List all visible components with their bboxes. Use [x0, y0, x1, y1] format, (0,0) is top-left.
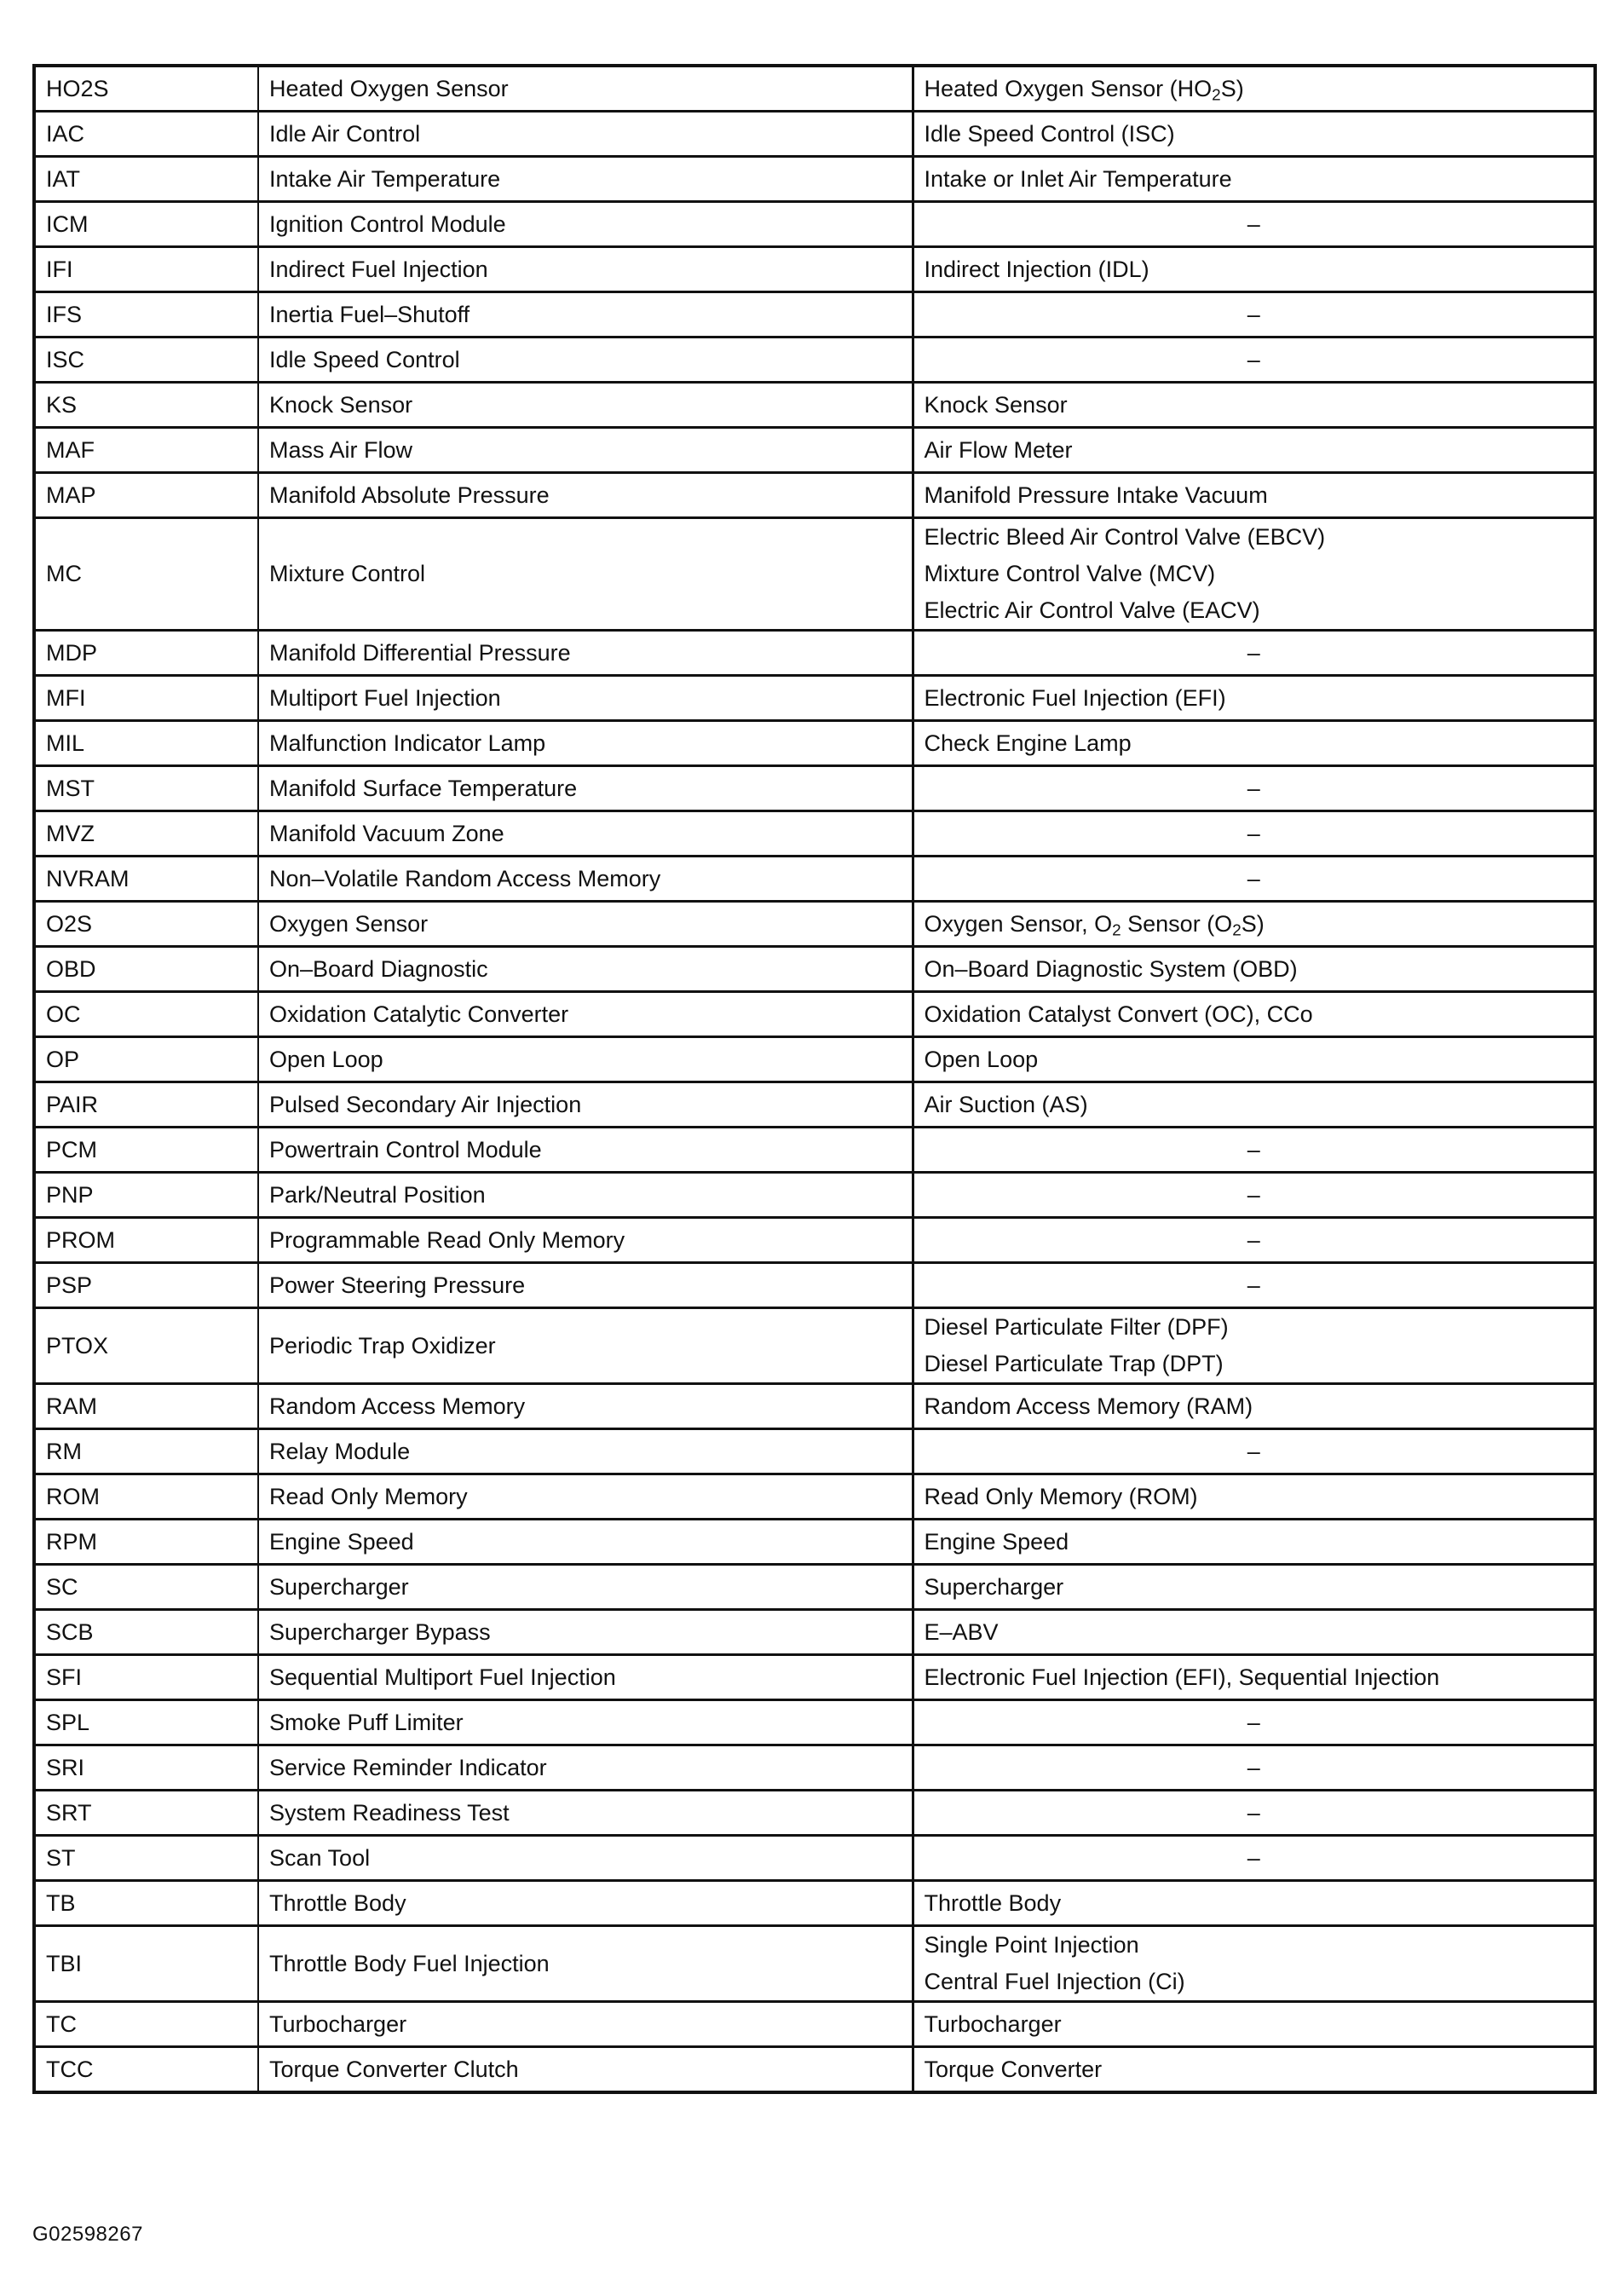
term-cell: Non–Volatile Random Access Memory [258, 857, 913, 902]
previous-term-line: Manifold Pressure Intake Vacuum [924, 482, 1268, 508]
abbreviation-cell: TBI [34, 1926, 258, 2002]
previous-term-line: – [1247, 1754, 1260, 1780]
previous-term-line: – [1247, 1844, 1260, 1871]
term-cell: Scan Tool [258, 1836, 913, 1881]
previous-term-cell [913, 112, 1595, 157]
abbreviation-cell: TB [34, 1881, 258, 1926]
previous-term-cell [913, 676, 1595, 721]
table-row [34, 337, 1595, 383]
previous-term-cell [913, 518, 1595, 631]
term-cell: Ignition Control Module [258, 202, 913, 247]
previous-term-cell [913, 1565, 1595, 1610]
term-cell: Read Only Memory [258, 1474, 913, 1520]
abbreviation-cell: O2S [34, 902, 258, 947]
previous-term-line: – [1247, 1709, 1260, 1735]
previous-term-line: – [1247, 1799, 1260, 1826]
table-row [34, 1655, 1595, 1700]
previous-term-line: Mixture Control Valve (MCV) [924, 561, 1216, 586]
abbreviation-cell: SRT [34, 1791, 258, 1836]
previous-term-cell [913, 2047, 1595, 2093]
term-cell: Random Access Memory [258, 1384, 913, 1429]
table-row [34, 902, 1595, 947]
previous-term-line: E–ABV [924, 1618, 999, 1645]
previous-term-cell [913, 1474, 1595, 1520]
previous-term-line: – [1247, 346, 1260, 372]
previous-term-cell [913, 202, 1595, 247]
previous-term-cell [913, 631, 1595, 676]
term-cell: Throttle Body Fuel Injection [258, 1926, 913, 2002]
table-row [34, 1263, 1595, 1308]
abbreviation-cell: OP [34, 1037, 258, 1082]
abbreviation-cell: ROM [34, 1474, 258, 1520]
previous-term-line: Electronic Fuel Injection (EFI), Sequential Injection [924, 1664, 1440, 1690]
previous-term-line: Random Access Memory (RAM) [924, 1393, 1253, 1419]
previous-term-line: Diesel Particulate Filter (DPF) [924, 1314, 1229, 1340]
term-cell: Relay Module [258, 1429, 913, 1474]
abbreviation-table [32, 64, 1597, 2094]
previous-term-cell [913, 1520, 1595, 1565]
previous-term-line: – [1247, 1272, 1260, 1298]
previous-term-cell [913, 1881, 1595, 1926]
term-cell: Supercharger Bypass [258, 1610, 913, 1655]
abbreviation-cell: OBD [34, 947, 258, 992]
previous-term-line: Read Only Memory (ROM) [924, 1483, 1198, 1509]
previous-term-line: – [1247, 775, 1260, 801]
table-row [34, 2047, 1595, 2093]
table-row [34, 1610, 1595, 1655]
previous-term-line: Electric Bleed Air Control Valve (EBCV) [924, 524, 1326, 550]
previous-term-cell [913, 1037, 1595, 1082]
abbreviation-cell: PAIR [34, 1082, 258, 1128]
previous-term-line: Electric Air Control Valve (EACV) [924, 597, 1260, 623]
cell-text: Heated Oxygen Sensor (HO [924, 75, 1213, 101]
previous-term-cell [913, 1791, 1595, 1836]
previous-term-cell [913, 1926, 1595, 2002]
table-row [34, 1881, 1595, 1926]
abbreviation-cell: SPL [34, 1700, 258, 1745]
abbreviation-cell: IAC [34, 112, 258, 157]
abbreviation-cell: TCC [34, 2047, 258, 2093]
term-cell: Intake Air Temperature [258, 157, 913, 202]
previous-term-cell [913, 1429, 1595, 1474]
term-cell: System Readiness Test [258, 1791, 913, 1836]
table-row [34, 721, 1595, 766]
table-row [34, 1429, 1595, 1474]
abbreviation-cell: MST [34, 766, 258, 811]
abbreviation-cell: SC [34, 1565, 258, 1610]
term-cell: On–Board Diagnostic [258, 947, 913, 992]
term-cell: Oxidation Catalytic Converter [258, 992, 913, 1037]
term-cell: Powertrain Control Module [258, 1128, 913, 1173]
term-cell: Park/Neutral Position [258, 1173, 913, 1218]
table-row [34, 1926, 1595, 2002]
previous-term-line: Open Loop [924, 1046, 1039, 1072]
abbreviation-cell: TC [34, 2002, 258, 2047]
abbreviation-cell: MC [34, 518, 258, 631]
previous-term-line: Intake or Inlet Air Temperature [924, 165, 1232, 192]
abbreviation-cell: SFI [34, 1655, 258, 1700]
previous-term-line: – [1247, 1226, 1260, 1253]
previous-term-line: Air Suction (AS) [924, 1091, 1088, 1117]
table-row [34, 202, 1595, 247]
previous-term-line: Idle Speed Control (ISC) [924, 120, 1175, 147]
previous-term-line: – [1247, 865, 1260, 891]
abbreviation-cell: MDP [34, 631, 258, 676]
table-row [34, 1520, 1595, 1565]
abbreviation-cell: ISC [34, 337, 258, 383]
previous-term-cell [913, 1263, 1595, 1308]
previous-term-cell [913, 1218, 1595, 1263]
previous-term-line: Single Point Injection [924, 1932, 1139, 1958]
table-row [34, 1173, 1595, 1218]
abbreviation-cell: MFI [34, 676, 258, 721]
table-row [34, 292, 1595, 337]
abbreviation-cell: IFI [34, 247, 258, 292]
abbreviation-cell: RPM [34, 1520, 258, 1565]
term-cell: Open Loop [258, 1037, 913, 1082]
table-row [34, 1474, 1595, 1520]
table-row [34, 1082, 1595, 1128]
previous-term-cell [913, 337, 1595, 383]
previous-term-cell [913, 1610, 1595, 1655]
table-row [34, 676, 1595, 721]
cell-text: S) [1241, 910, 1265, 937]
term-cell: Indirect Fuel Injection [258, 247, 913, 292]
table-row [34, 631, 1595, 676]
term-cell: Multiport Fuel Injection [258, 676, 913, 721]
term-cell: Mixture Control [258, 518, 913, 631]
table-row [34, 1565, 1595, 1610]
table-row [34, 811, 1595, 857]
abbreviation-cell: PNP [34, 1173, 258, 1218]
abbreviation-cell: SCB [34, 1610, 258, 1655]
term-cell: Idle Air Control [258, 112, 913, 157]
table-row [34, 2002, 1595, 2047]
previous-term-cell [913, 1836, 1595, 1881]
term-cell: Torque Converter Clutch [258, 2047, 913, 2093]
subscript-text: 2 [1212, 86, 1221, 105]
cell-text: Sensor (O [1121, 910, 1233, 937]
previous-term-cell [913, 766, 1595, 811]
table-row [34, 1836, 1595, 1881]
abbreviation-cell: IFS [34, 292, 258, 337]
previous-term-line: Electronic Fuel Injection (EFI) [924, 684, 1226, 711]
cell-text: Oxygen Sensor, O [924, 910, 1113, 937]
previous-term-line: Supercharger [924, 1573, 1064, 1600]
term-cell: Oxygen Sensor [258, 902, 913, 947]
previous-term-cell [913, 811, 1595, 857]
previous-term-cell [913, 857, 1595, 902]
previous-term-cell [913, 292, 1595, 337]
table-row [34, 947, 1595, 992]
previous-term-line: Throttle Body [924, 1889, 1062, 1916]
abbreviation-cell: MAP [34, 473, 258, 518]
previous-term-cell [913, 247, 1595, 292]
table-row [34, 66, 1595, 112]
figure-id: G02598267 [32, 2223, 143, 2246]
previous-term-cell [913, 1082, 1595, 1128]
previous-term-line: – [1247, 820, 1260, 846]
term-cell: Inertia Fuel–Shutoff [258, 292, 913, 337]
previous-term-line: – [1247, 639, 1260, 666]
previous-term-line: Air Flow Meter [924, 436, 1073, 463]
table-row [34, 1700, 1595, 1745]
table-row [34, 1218, 1595, 1263]
abbreviation-table-body [34, 66, 1595, 2092]
abbreviation-cell: PSP [34, 1263, 258, 1308]
term-cell: Periodic Trap Oxidizer [258, 1308, 913, 1384]
previous-term-cell [913, 992, 1595, 1037]
table-row [34, 992, 1595, 1037]
subscript-text: 2 [1112, 921, 1121, 940]
table-row [34, 1308, 1595, 1384]
term-cell: Sequential Multiport Fuel Injection [258, 1655, 913, 1700]
previous-term-cell [913, 428, 1595, 473]
previous-term-line: Engine Speed [924, 1528, 1069, 1555]
abbreviation-cell: PROM [34, 1218, 258, 1263]
previous-term-cell [913, 157, 1595, 202]
table-row [34, 1128, 1595, 1173]
subscript-text: 2 [1232, 921, 1242, 940]
previous-term-line: – [1247, 1136, 1260, 1162]
table-row [34, 1037, 1595, 1082]
previous-term-cell [913, 66, 1595, 112]
table-row [34, 518, 1595, 631]
previous-term-line: Torque Converter [924, 2056, 1103, 2082]
table-row [34, 857, 1595, 902]
term-cell: Service Reminder Indicator [258, 1745, 913, 1791]
term-cell: Manifold Absolute Pressure [258, 473, 913, 518]
term-cell: Idle Speed Control [258, 337, 913, 383]
table-row [34, 157, 1595, 202]
previous-term-cell [913, 1308, 1595, 1384]
abbreviation-cell: RM [34, 1429, 258, 1474]
previous-term-line: – [1247, 1438, 1260, 1464]
previous-term-cell [913, 2002, 1595, 2047]
previous-term-cell [913, 1384, 1595, 1429]
previous-term-line: Knock Sensor [924, 391, 1068, 418]
previous-term-cell [913, 1655, 1595, 1700]
previous-term-cell [913, 473, 1595, 518]
cell-text: S) [1220, 75, 1244, 101]
abbreviation-cell: SRI [34, 1745, 258, 1791]
previous-term-line: Oxidation Catalyst Convert (OC), CCo [924, 1001, 1313, 1027]
previous-term-cell [913, 1173, 1595, 1218]
previous-term-line: Diesel Particulate Trap (DPT) [924, 1351, 1224, 1376]
previous-term-line: Turbocharger [924, 2010, 1062, 2037]
abbreviation-cell: KS [34, 383, 258, 428]
abbreviation-cell: OC [34, 992, 258, 1037]
term-cell: Engine Speed [258, 1520, 913, 1565]
previous-term-line: On–Board Diagnostic System (OBD) [924, 955, 1298, 982]
table-row [34, 1791, 1595, 1836]
abbreviation-cell: MIL [34, 721, 258, 766]
previous-term-line: Check Engine Lamp [924, 730, 1132, 756]
term-cell: Turbocharger [258, 2002, 913, 2047]
previous-term-line: – [1247, 1181, 1260, 1208]
term-cell: Supercharger [258, 1565, 913, 1610]
term-cell: Throttle Body [258, 1881, 913, 1926]
term-cell: Programmable Read Only Memory [258, 1218, 913, 1263]
term-cell: Malfunction Indicator Lamp [258, 721, 913, 766]
previous-term-line: – [1247, 301, 1260, 327]
previous-term-cell [913, 947, 1595, 992]
term-cell: Mass Air Flow [258, 428, 913, 473]
term-cell: Manifold Vacuum Zone [258, 811, 913, 857]
term-cell: Power Steering Pressure [258, 1263, 913, 1308]
table-row [34, 428, 1595, 473]
table-row [34, 766, 1595, 811]
term-cell: Pulsed Secondary Air Injection [258, 1082, 913, 1128]
previous-term-line: – [1247, 211, 1260, 237]
abbreviation-cell: MVZ [34, 811, 258, 857]
abbreviation-cell: ICM [34, 202, 258, 247]
previous-term-line: Central Fuel Injection (Ci) [924, 1969, 1185, 1994]
abbreviation-cell: NVRAM [34, 857, 258, 902]
previous-term-cell [913, 721, 1595, 766]
previous-term-cell [913, 1745, 1595, 1791]
previous-term-cell [913, 383, 1595, 428]
previous-term-cell [913, 1700, 1595, 1745]
previous-term-cell [913, 1128, 1595, 1173]
table-row [34, 1745, 1595, 1791]
term-cell: Heated Oxygen Sensor [258, 66, 913, 112]
table-row [34, 473, 1595, 518]
abbreviation-cell: MAF [34, 428, 258, 473]
abbreviation-cell: IAT [34, 157, 258, 202]
table-row [34, 383, 1595, 428]
term-cell: Manifold Differential Pressure [258, 631, 913, 676]
table-row [34, 112, 1595, 157]
abbreviation-cell: PCM [34, 1128, 258, 1173]
abbreviation-cell: HO2S [34, 66, 258, 112]
previous-term-line: Indirect Injection (IDL) [924, 256, 1149, 282]
table-row [34, 1384, 1595, 1429]
term-cell: Knock Sensor [258, 383, 913, 428]
abbreviation-cell: ST [34, 1836, 258, 1881]
term-cell: Smoke Puff Limiter [258, 1700, 913, 1745]
abbreviation-cell: PTOX [34, 1308, 258, 1384]
previous-term-cell [913, 902, 1595, 947]
abbreviation-cell: RAM [34, 1384, 258, 1429]
term-cell: Manifold Surface Temperature [258, 766, 913, 811]
table-row [34, 247, 1595, 292]
